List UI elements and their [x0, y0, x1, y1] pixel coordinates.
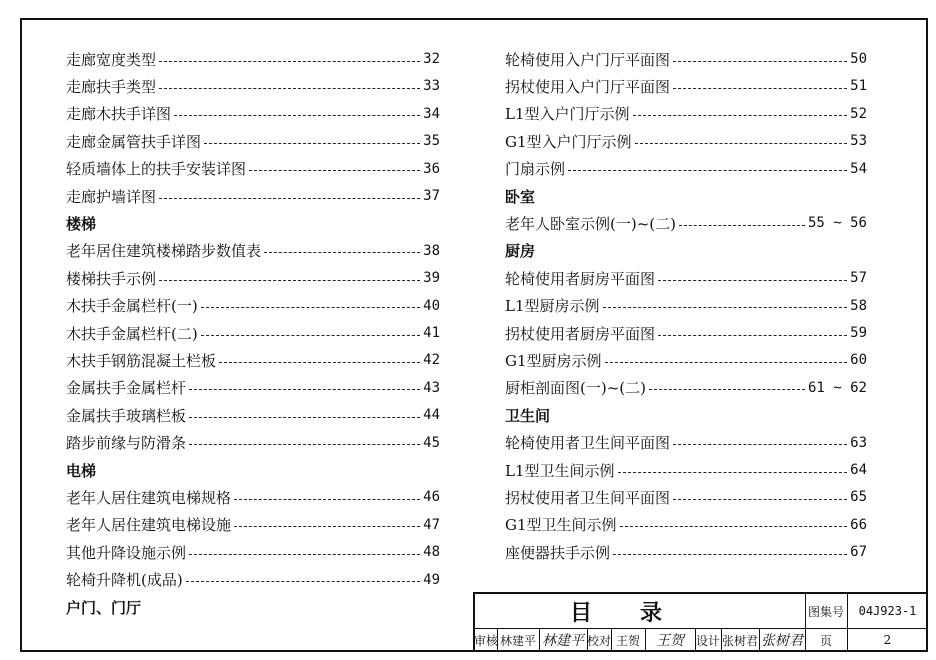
entry-title: 走廊宽度类型	[66, 50, 157, 69]
dash-leader	[613, 554, 847, 555]
entry-title: G1型厨房示例	[505, 351, 602, 370]
entry-title: 金属扶手玻璃栏板	[66, 406, 187, 425]
entry-title: 轮椅使用者厨房平面图	[505, 269, 656, 288]
toc-entry	[505, 158, 867, 180]
toc-entry	[66, 240, 440, 262]
toc-entry	[505, 295, 867, 317]
entry-title: G1型卫生间示例	[505, 516, 617, 535]
toc-entry	[66, 569, 440, 591]
entry-page: 61 ~ 62	[807, 379, 867, 396]
check-label: 校对	[587, 633, 612, 648]
toc-entry	[505, 349, 867, 371]
atlas-number: 04J923-1	[858, 604, 917, 618]
entry-title: 走廊金属管扶手详图	[66, 132, 202, 151]
toc-entry	[66, 185, 440, 207]
entry-page: 38	[423, 242, 440, 259]
dash-leader	[620, 526, 848, 527]
reviewer-name: 林建平	[499, 633, 536, 648]
entry-page: 53	[850, 133, 867, 150]
reviewer-signature: 林建平	[542, 633, 584, 649]
toc-entry	[66, 322, 440, 344]
toc-entry	[505, 377, 867, 399]
entry-page: 55 ~ 56	[807, 215, 867, 232]
entry-title: 门扇示例	[505, 160, 566, 179]
entry-page: 65	[850, 489, 867, 506]
entry-title: 走廊木扶手详图	[66, 105, 172, 124]
toc-entry	[66, 267, 440, 289]
dash-leader	[159, 88, 420, 89]
dash-leader	[658, 280, 847, 281]
entry-page: 44	[423, 407, 440, 424]
toc-entry	[66, 75, 440, 97]
dash-leader	[568, 170, 847, 171]
dash-leader	[673, 499, 847, 500]
entry-page: 54	[850, 160, 867, 177]
entry-page: 37	[423, 188, 440, 204]
entry-page: 66	[850, 516, 867, 533]
dash-leader	[673, 61, 847, 62]
toc-entry	[505, 514, 867, 536]
title-block	[473, 592, 928, 652]
toc-entry	[66, 130, 440, 152]
dash-leader	[219, 362, 420, 363]
section-heading	[66, 459, 440, 481]
section-heading	[66, 596, 440, 618]
entry-page: 48	[423, 544, 440, 561]
toc-entry	[505, 48, 867, 70]
review-label: 审核	[474, 633, 499, 648]
dash-leader	[159, 280, 420, 281]
entry-page: 67	[850, 544, 867, 561]
toc-entry	[66, 404, 440, 426]
dash-leader	[679, 225, 805, 226]
toc-entry	[66, 432, 440, 454]
entry-title: L1型卫生间示例	[505, 461, 615, 480]
dash-leader	[649, 389, 805, 390]
toc-entry	[505, 267, 867, 289]
entry-title: 楼梯扶手示例	[66, 269, 157, 288]
designer-signature: 张树君	[761, 633, 803, 649]
entry-title: 木扶手钢筋混凝土栏板	[66, 351, 217, 370]
page-label: 页	[819, 633, 832, 648]
toc-entry	[66, 158, 440, 180]
toc-entry	[66, 486, 440, 508]
toc-entry	[505, 541, 867, 563]
atlas-number-label: 图集号	[807, 604, 844, 619]
entry-title: 拐杖使用者厨房平面图	[505, 324, 656, 343]
entry-page: 41	[423, 325, 440, 341]
design-label: 设计	[695, 633, 720, 648]
entry-title: 其他升降设施示例	[66, 543, 187, 562]
entry-title: 金属扶手金属栏杆	[66, 379, 187, 398]
dash-leader	[658, 335, 847, 336]
toc-entry	[66, 48, 440, 70]
entry-page: 63	[850, 434, 867, 451]
entry-title: 老年人居住建筑电梯规格	[66, 488, 232, 507]
entry-title: L1型厨房示例	[505, 297, 600, 316]
entry-page: 34	[423, 105, 440, 122]
dash-leader	[603, 307, 848, 308]
entry-title: 轮椅升降机(成品)	[66, 571, 183, 590]
entry-title: 老年居住建筑楼梯踏步数值表	[66, 242, 262, 261]
entry-title: 踏步前缘与防滑条	[66, 434, 187, 453]
dash-leader	[633, 115, 848, 116]
entry-title: 轻质墙体上的扶手安装详图	[66, 160, 247, 179]
dash-leader	[186, 581, 420, 582]
entry-page: 47	[423, 516, 440, 533]
entry-title: 厨柜剖面图(一)~(二)	[505, 379, 646, 398]
entry-title: 走廊扶手类型	[66, 77, 157, 96]
toc-entry	[505, 212, 867, 234]
entry-title: 老年人卧室示例(一)~(二)	[505, 214, 676, 233]
dash-leader	[189, 444, 420, 445]
dash-leader	[605, 362, 848, 363]
dash-leader	[189, 554, 420, 555]
toc-entry	[66, 377, 440, 399]
page-number: 2	[883, 633, 892, 647]
entry-title: 老年人居住建筑电梯设施	[66, 516, 232, 535]
toc-entry	[505, 130, 867, 152]
toc-entry	[66, 295, 440, 317]
dash-leader	[159, 198, 420, 199]
entry-title: 木扶手金属栏杆(一)	[66, 297, 198, 316]
section-title: 电梯	[66, 461, 97, 480]
entry-page: 64	[850, 462, 867, 478]
section-title: 卧室	[505, 187, 536, 206]
entry-page: 33	[423, 78, 440, 95]
section-title: 楼梯	[66, 214, 97, 233]
toc-entry	[505, 103, 867, 125]
entry-page: 57	[850, 270, 867, 287]
toc-entry	[66, 514, 440, 536]
entry-page: 50	[850, 51, 867, 67]
entry-page: 46	[423, 489, 440, 506]
designer-name: 张树君	[721, 633, 758, 648]
entry-page: 35	[423, 133, 440, 150]
dash-leader	[204, 143, 420, 144]
section-title: 卫生间	[505, 406, 551, 425]
dash-leader	[189, 417, 420, 418]
entry-title: G1型入户门厅示例	[505, 132, 632, 151]
toc-entry	[66, 349, 440, 371]
entry-page: 42	[423, 352, 440, 369]
entry-page: 40	[423, 297, 440, 314]
dash-leader	[673, 444, 847, 445]
entry-title: 木扶手金属栏杆(二)	[66, 324, 198, 343]
entry-title: 座便器扶手示例	[505, 543, 611, 562]
section-heading	[505, 404, 867, 426]
section-title: 户门、门厅	[66, 598, 142, 617]
toc-entry	[66, 103, 440, 125]
dash-leader	[159, 61, 420, 62]
entry-page: 45	[423, 434, 440, 451]
toc-entry	[505, 459, 867, 481]
dash-leader	[249, 170, 420, 171]
entry-page: 49	[423, 571, 440, 588]
dash-leader	[618, 472, 848, 473]
dash-leader	[234, 526, 420, 527]
dash-leader	[264, 252, 420, 253]
title-block-title: 目录	[569, 599, 710, 626]
dash-leader	[189, 389, 420, 390]
entry-page: 60	[850, 352, 867, 369]
dash-leader	[174, 115, 420, 116]
toc-entry	[505, 432, 867, 454]
section-heading	[505, 185, 867, 207]
entry-page: 43	[423, 379, 440, 396]
checker-signature: 王贺	[656, 633, 684, 649]
section-heading	[66, 212, 440, 234]
toc-entry	[505, 75, 867, 97]
entry-page: 59	[850, 325, 867, 341]
toc-entry	[66, 541, 440, 563]
entry-page: 51	[850, 78, 867, 95]
checker-name: 王贺	[615, 633, 640, 648]
entry-title: 拐杖使用者卫生间平面图	[505, 488, 671, 507]
entry-page: 52	[850, 105, 867, 122]
toc-entry	[505, 322, 867, 344]
entry-title: 轮椅使用者卫生间平面图	[505, 434, 671, 453]
entry-title: L1型入户门厅示例	[505, 105, 630, 124]
entry-page: 36	[423, 160, 440, 177]
toc-entry	[505, 486, 867, 508]
entry-title: 拐杖使用入户门厅平面图	[505, 77, 671, 96]
entry-page: 39	[423, 270, 440, 287]
dash-leader	[635, 143, 848, 144]
entry-page: 58	[850, 297, 867, 314]
dash-leader	[201, 307, 420, 308]
section-title: 厨房	[505, 242, 536, 261]
section-heading	[505, 240, 867, 262]
entry-page: 32	[423, 51, 440, 67]
entry-title: 轮椅使用入户门厅平面图	[505, 50, 671, 69]
dash-leader	[201, 335, 420, 336]
entry-title: 走廊护墙详图	[66, 187, 157, 206]
dash-leader	[673, 88, 847, 89]
dash-leader	[234, 499, 420, 500]
